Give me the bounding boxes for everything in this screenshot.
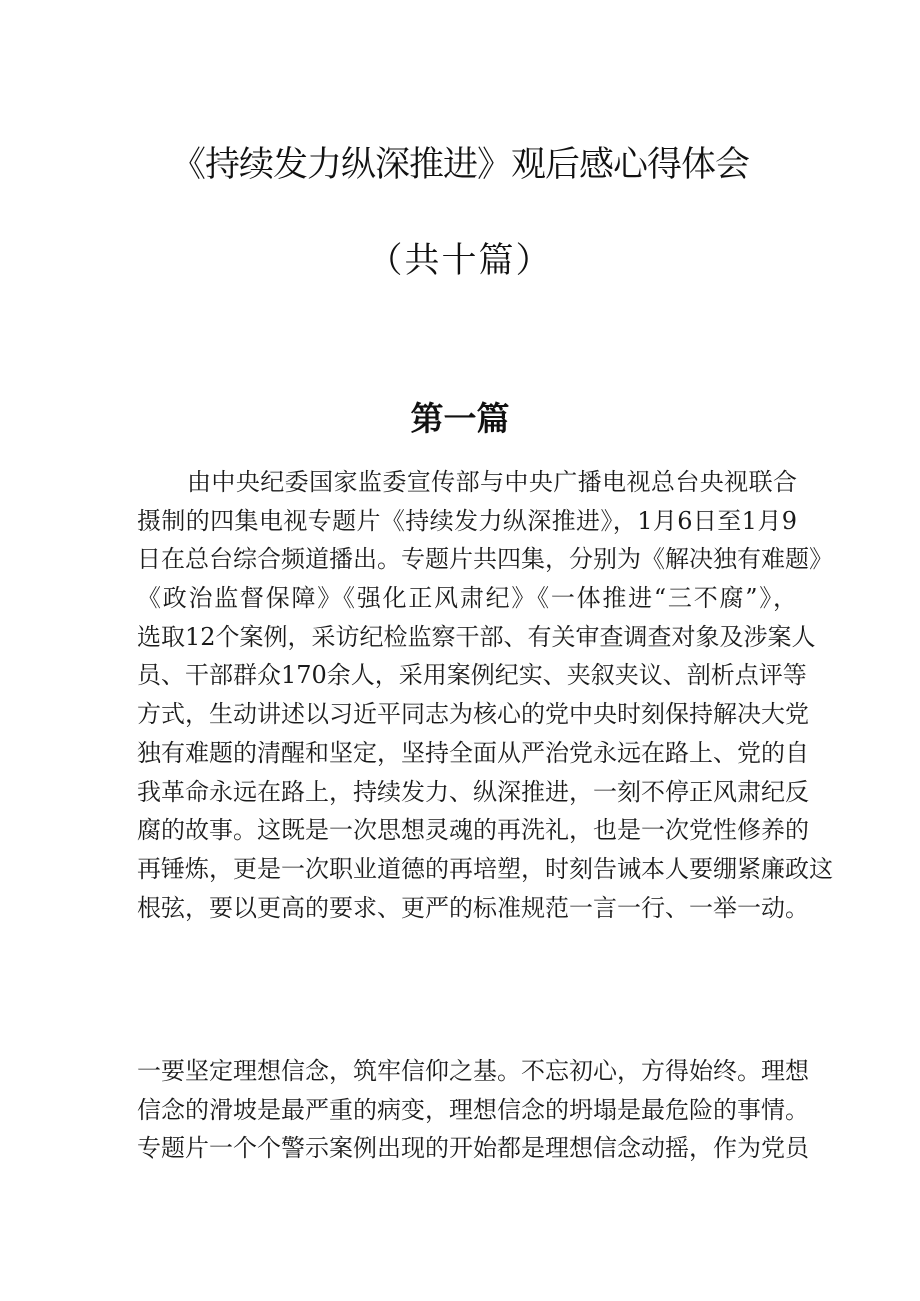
paragraph-line: 根弦，要以更高的要求、更严的标准规范一言一行、一举一动。 (137, 893, 809, 922)
paragraph-line: 日在总台综合频道播出。专题片共四集，分别为《解决独有难题》 (137, 545, 833, 574)
paragraph-line: 《政治监督保障》《强化正风肃纪》《一体推进“三不腐”》， (137, 584, 797, 613)
paragraph-1 (137, 463, 833, 927)
section-heading: 第一篇 (410, 399, 510, 438)
paragraph-line: 专题片一个个警示案例出现的开始都是理想信念动摇，作为党员 (137, 1134, 809, 1163)
document-subtitle: （共十篇） (367, 241, 553, 281)
paragraph-line: 由中央纪委国家监委宣传部与中央广播电视总台央视联合 (187, 468, 797, 496)
paragraph-line: 信念的滑坡是最严重的病变，理想信念的坍塌是最危险的事情。 (137, 1095, 809, 1124)
paragraph-line: 摄制的四集电视专题片《持续发力纵深推进》，1月6日至1月9 (137, 506, 797, 535)
paragraph-line: 独有难题的清醒和坚定，坚持全面从严治党永远在路上、党的自 (137, 738, 809, 767)
paragraph-line: 员、干部群众170余人，采用案例纪实、夹叙夹议、剖析点评等 (137, 661, 807, 690)
paragraph-line: 一要坚定理想信念，筑牢信仰之基。不忘初心，方得始终。理想 (137, 1057, 809, 1085)
paragraph-line: 再锤炼，更是一次职业道德的再培塑，时刻告诫本人要绷紧廉政这 (137, 854, 833, 883)
document-title: 《持续发力纵深推进》观后感心得体会 (170, 145, 749, 185)
paragraph-line: 腐的故事。这既是一次思想灵魂的再洗礼，也是一次党性修养的 (137, 816, 809, 845)
paragraph-line: 我革命永远在路上，持续发力、纵深推进，一刻不停正风肃纪反 (137, 777, 809, 806)
paragraph-2 (137, 1052, 809, 1168)
paragraph-line: 方式，生动讲述以习近平同志为核心的党中央时刻保持解决大党 (137, 700, 809, 729)
paragraph-line: 选取12个案例，采访纪检监察干部、有关审查调查对象及涉案人 (137, 622, 816, 651)
